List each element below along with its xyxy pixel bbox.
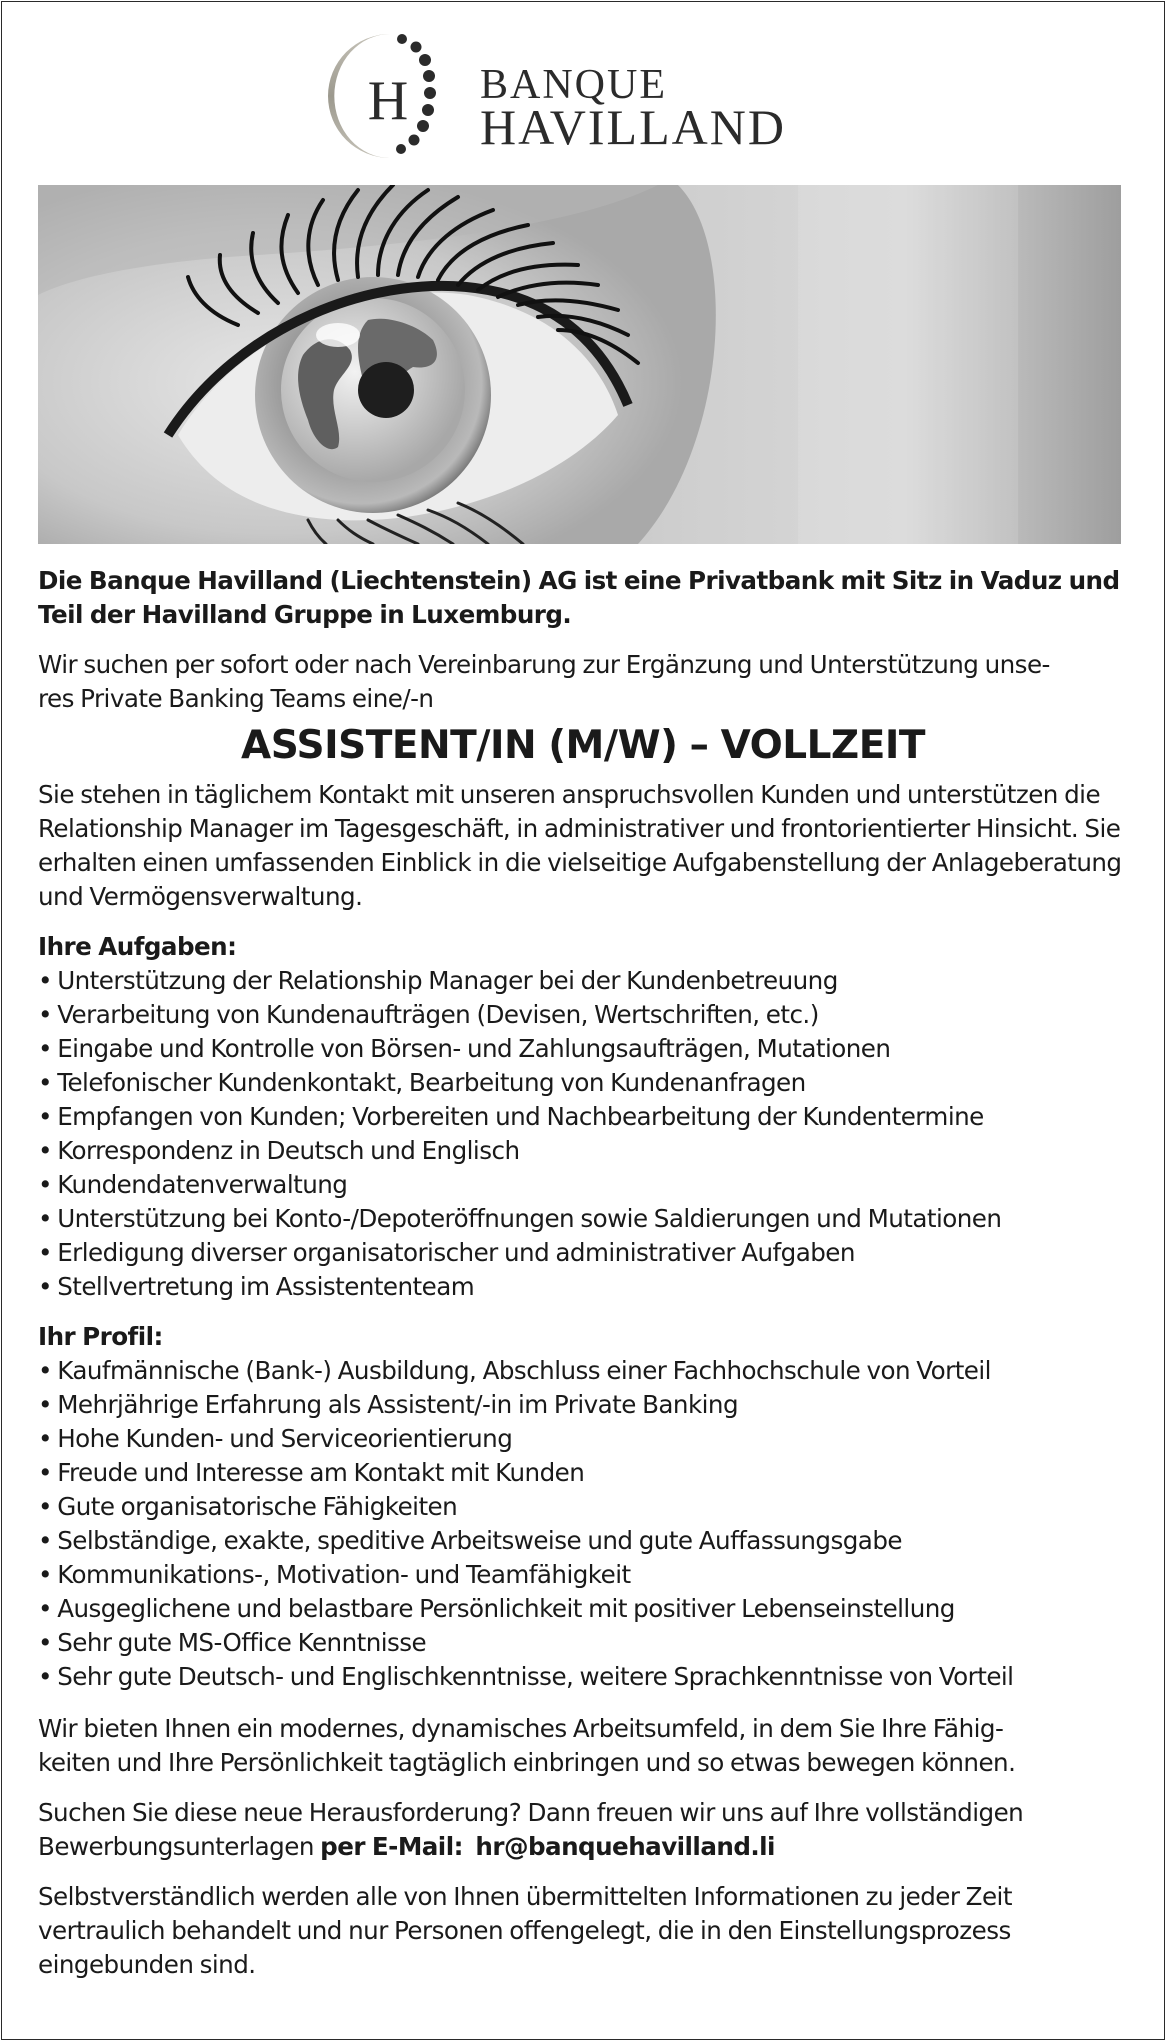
- logo-mark-icon: [324, 30, 852, 162]
- list-item: • Verarbeitung von Kundenaufträgen (Devisen, Wertschriften, etc.): [38, 998, 1128, 1032]
- logo-name-line1: BANQUE: [480, 62, 667, 108]
- apply-line1: Suchen Sie diese neue Herausforderung? Dann freuen wir uns auf Ihre vollständigen: [38, 1798, 1024, 1827]
- list-item: • Mehrjährige Erfahrung als Assistent/-in im Private Banking: [38, 1388, 1128, 1422]
- tasks-heading: Ihre Aufgaben:: [38, 932, 237, 961]
- list-item: • Unterstützung der Relationship Manager bei der Kundenbetreuung: [38, 964, 1128, 998]
- apply-line2: [38, 1830, 1128, 1864]
- confidentiality-note: Selbstverständlich werden alle von Ihnen übermittelten Informationen zu jeder Zeit vertraulich behandelt und nur Personen offengelegt, die in den Einstellungsprozess eingebunden sind.: [38, 1882, 1012, 1979]
- job-description: Sie stehen in täglichem Kontakt mit unseren anspruchsvollen Kunden und unterstützen die Relationship Manager im Tagesgeschäft, in administrativer und frontorientierter Hinsicht. Sie erhalten einen umfassenden Einblick in die vielseitige Aufgabenstellung der Anlageberatung und Vermögensverwaltung.: [38, 780, 1122, 911]
- email-prefix: per E-Mail:: [320, 1832, 463, 1861]
- list-item: • Unterstützung bei Konto-/Depoteröffnungen sowie Saldierungen und Mutationen: [38, 1202, 1128, 1236]
- search-text-line2: res Private Banking Teams eine/-n: [38, 684, 434, 713]
- hero-image: [38, 185, 1121, 544]
- list-item: • Korrespondenz in Deutsch und Englisch: [38, 1134, 1128, 1168]
- banque-havilland-logo: [324, 30, 852, 162]
- apply-text: Bewerbungsunterlagen: [38, 1832, 314, 1861]
- list-item: • Kaufmännische (Bank-) Ausbildung, Abschluss einer Fachhochschule von Vorteil: [38, 1354, 1128, 1388]
- job-ad-content: [38, 564, 1128, 1982]
- eye-with-globe-icon: [38, 185, 1121, 544]
- profile-heading: Ihr Profil:: [38, 1322, 163, 1351]
- job-title: ASSISTENT/IN (M/W) – VOLLZEIT: [241, 723, 925, 768]
- list-item: • Sehr gute Deutsch- und Englischkenntnisse, weitere Sprachkenntnisse von Vorteil: [38, 1660, 1128, 1694]
- list-item: • Selbständige, exakte, speditive Arbeitsweise und gute Auffassungsgabe: [38, 1524, 1128, 1558]
- offer-line2: keiten und Ihre Persönlichkeit tagtäglich einbringen und so etwas bewegen können.: [38, 1748, 1016, 1777]
- list-item: • Sehr gute MS-Office Kenntnisse: [38, 1626, 1128, 1660]
- list-item: • Eingabe und Kontrolle von Börsen- und Zahlungsaufträgen, Mutationen: [38, 1032, 1128, 1066]
- email-link[interactable]: hr@banquehavilland.li: [475, 1832, 775, 1861]
- search-text-line1: Wir suchen per sofort oder nach Vereinbarung zur Ergänzung und Unterstützung unse-: [38, 650, 1050, 679]
- list-item: • Kommunikations-, Motivation- und Teamfähigkeit: [38, 1558, 1128, 1592]
- list-item: • Freude und Interesse am Kontakt mit Kunden: [38, 1456, 1128, 1490]
- list-item: • Empfangen von Kunden; Vorbereiten und Nachbearbeitung der Kundentermine: [38, 1100, 1128, 1134]
- list-item: • Kundendatenverwaltung: [38, 1168, 1128, 1202]
- list-item: • Erledigung diverser organisatorischer und administrativer Aufgaben: [38, 1236, 1128, 1270]
- job-ad-frame: [1, 1, 1165, 2040]
- list-item: • Gute organisatorische Fähigkeiten: [38, 1490, 1128, 1524]
- company-intro: Die Banque Havilland (Liechtenstein) AG ist eine Privatbank mit Sitz in Vaduz und Teil der Havilland Gruppe in Luxemburg.: [38, 566, 1120, 629]
- profile-list: [38, 1354, 1128, 1694]
- list-item: • Hohe Kunden- und Serviceorientierung: [38, 1422, 1128, 1456]
- logo-letter: H: [367, 70, 409, 132]
- list-item: • Stellvertretung im Assistententeam: [38, 1270, 1128, 1304]
- offer-line1: Wir bieten Ihnen ein modernes, dynamisches Arbeitsumfeld, in dem Sie Ihre Fähig-: [38, 1714, 1004, 1743]
- list-item: • Telefonischer Kundenkontakt, Bearbeitung von Kundenanfragen: [38, 1066, 1128, 1100]
- tasks-list: [38, 964, 1128, 1304]
- logo-name-line2: HAVILLAND: [480, 99, 786, 155]
- list-item: • Ausgeglichene und belastbare Persönlichkeit mit positiver Lebenseinstellung: [38, 1592, 1128, 1626]
